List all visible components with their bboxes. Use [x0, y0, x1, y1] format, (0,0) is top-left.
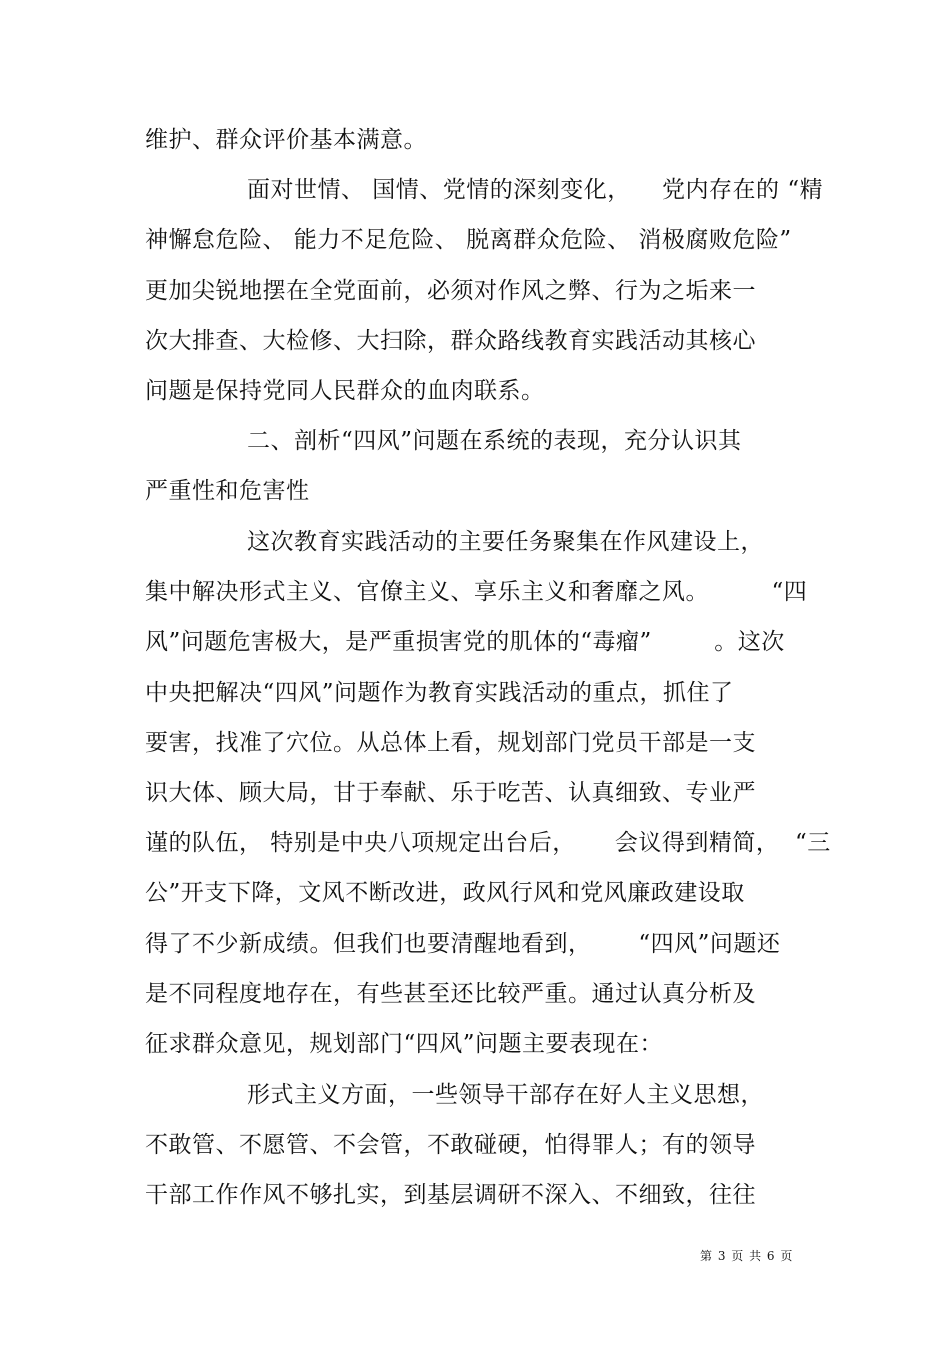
- text-line-17: 得了不少新成绩。但我们也要清醒地看到， “四风”问题还: [145, 931, 781, 957]
- text-line-4: 更加尖锐地摆在全党面前，必须对作风之弊、行为之垢来一: [145, 278, 756, 304]
- text-line-10: 集中解决形式主义、官僚主义、享乐主义和奢靡之风。 “四: [145, 579, 808, 605]
- text-line-18: 是不同程度地存在，有些甚至还比较严重。通过认真分析及: [145, 981, 756, 1007]
- text-line-19: 征求群众意见，规划部门“四风”问题主要表现在：: [145, 1031, 664, 1057]
- text-line-15: 谨的队伍， 特别是中央八项规定出台后， 会议得到精简， “三: [145, 830, 831, 856]
- text-line-2: 面对世情、 国情、党情的深刻变化， 党内存在的 “精: [247, 177, 824, 203]
- text-line-11: 风”问题危害极大，是严重损害党的肌体的“毒瘤” 。这次: [145, 629, 785, 655]
- text-line-9: 这次教育实践活动的主要任务聚集在作风建设上，: [247, 529, 764, 555]
- page-number-footer: 第 3 页 共 6 页: [700, 1249, 794, 1263]
- text-line-6: 问题是保持党同人民群众的血肉联系。: [145, 378, 545, 404]
- text-line-5: 次大排查、大检修、大扫除，群众路线教育实践活动其核心: [145, 328, 756, 354]
- text-line-22: 干部工作作风不够扎实，到基层调研不深入、不细致，往往: [145, 1182, 756, 1208]
- section-heading-line-1: 二、剖析“四风”问题在系统的表现，充分认识其: [247, 428, 742, 454]
- text-line-13: 要害，找准了穴位。从总体上看，规划部门党员干部是一支: [145, 730, 756, 756]
- text-line-20: 形式主义方面，一些领导干部存在好人主义思想，: [247, 1082, 764, 1108]
- text-line-16: 公”开支下降，文风不断改进，政风行风和党风廉政建设取: [145, 880, 745, 906]
- text-line-3: 神懈怠危险、 能力不足危险、 脱离群众危险、 消极腐败危险”: [145, 227, 792, 253]
- text-line-14: 识大体、顾大局，甘于奉献、乐于吃苦、认真细致、专业严: [145, 780, 756, 806]
- section-heading-line-2: 严重性和危害性: [145, 478, 310, 504]
- text-line-21: 不敢管、不愿管、不会管，不敢碰硬，怕得罪人；有的领导: [145, 1132, 756, 1158]
- text-line-1: 维护、群众评价基本满意。: [145, 127, 427, 153]
- text-line-12: 中央把解决“四风”问题作为教育实践活动的重点，抓住了: [145, 680, 734, 706]
